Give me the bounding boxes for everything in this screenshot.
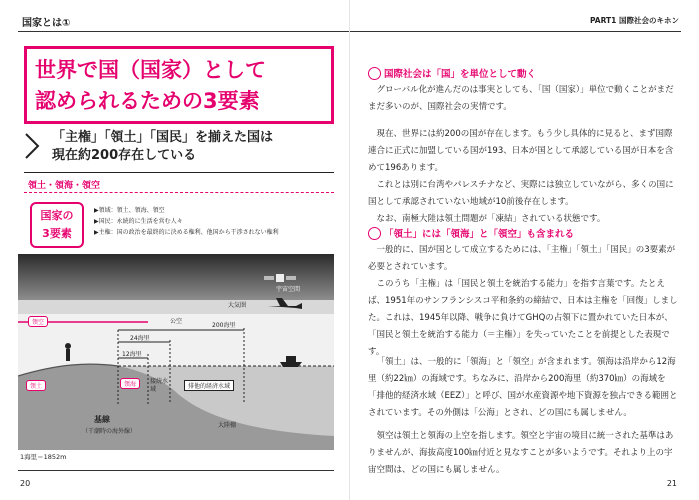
section-label: 領土・領海・領空 — [28, 181, 101, 191]
eez-label: 排他的経済水域 — [184, 380, 234, 391]
section-divider — [24, 192, 334, 193]
page-number-right: 21 — [666, 479, 677, 488]
chapter-label: 国家とは① — [22, 18, 71, 29]
territorial-sea-tag: 領海 — [120, 378, 140, 389]
subtitle-text — [52, 129, 273, 165]
paragraph: グローバル化が進んだのは事実としても、「国（国家）」単位で動くことがまだまだ多いのが、国際社会の実情です。 — [368, 85, 674, 112]
paragraph-block-4 — [368, 354, 678, 422]
globe-icon — [368, 67, 381, 80]
heading-1-text: 国際社会は「国」を単位として動く — [384, 69, 537, 80]
paragraph: 「領土」は、一般的に「領海」と「領空」が含まれます。領海は沿岸から12海里（約22㎞）の海域です。ちなみに、沿岸から200海里（約370㎞）の海域を「排他的経済水域（EEZ）」と呼び、国が水産資源や地下資源を独占できる範囲とされています。その外側は「公海」とされ、どの国にも属しません。 — [368, 357, 678, 418]
title-line-2: 認められるための3要素 — [35, 89, 260, 113]
page-gutter — [349, 0, 350, 500]
three-elements-badge — [30, 202, 84, 248]
element-item: ▶主権：国の政治を最終的に決める権利、他国から干渉されない権利 — [94, 229, 279, 236]
elements-list — [94, 205, 279, 238]
paragraph: 一般的に、国が国として成立するためには、「主権」「領土」「国民」の3要素が必要とされています。 — [368, 245, 676, 272]
paragraph: なお、南極大陸は領土問題が「凍結」されている状態です。 — [376, 214, 606, 224]
globe-icon — [368, 227, 381, 240]
paragraph-block-5 — [368, 428, 678, 479]
badge-line-1: 国家の — [40, 209, 74, 222]
high-sky-label: 公空 — [170, 318, 183, 325]
paragraph-block-3 — [368, 242, 678, 361]
heading-1 — [368, 66, 536, 80]
space-label: 宇宙空間 — [276, 286, 301, 293]
chevron-right-icon — [24, 132, 40, 160]
page-number-left: 20 — [20, 479, 31, 488]
paragraph-block-1 — [368, 82, 678, 116]
heading-2-text: 「領土」には「領海」と「領空」も含まれる — [384, 229, 575, 240]
page-title-box — [24, 46, 334, 124]
title-line-1: 世界で国（国家）として — [35, 58, 266, 82]
element-item: ▶国民：永続的に生活を営む人々 — [94, 218, 183, 225]
paragraph: 現在、世界には約200の国が存在します。もう少し具体的に見ると、まず国際連合に正式に加盟している国が193、日本が国として承認している国が日本を含めて196あります。 — [368, 129, 674, 173]
land-tag: 領土 — [26, 380, 46, 391]
baseline-label: 基線 — [94, 415, 110, 424]
paragraph: このうち「主権」は「国民と領土を統治する能力」を指す言葉です。たとえば、1951年のサンフランシスコ平和条約の締結で、日本は主権を「回復」しました。これは、1945年以降、戦争に負けてGHQの占領下に置かれていた日本が、「国民と領土を統治する能力（＝主権）」を失っていたことを前提とした表現です。 — [368, 279, 678, 357]
nm200-label: 200海里 — [212, 322, 236, 329]
baseline-sub-label: （干潮時の海外線） — [82, 428, 137, 435]
footer-rule — [18, 470, 334, 471]
airspace-tag: 領空 — [28, 316, 48, 327]
person-icon — [65, 343, 71, 361]
part-label: PART1 国際社会のキホン — [590, 16, 679, 25]
unit-note: 1海里＝1852m — [20, 453, 67, 461]
nm12-label: 12海里 — [122, 351, 142, 358]
element-item: ▶領域：領土、領海、領空 — [94, 207, 165, 214]
paragraph: 領空は領土と領海の上空を指します。領空と宇宙の境目に統一された基準はありませんが、海抜高度100㎞付近と見なすことが多いようです。それより上の宇宙空間は、どの国にも属しません。 — [368, 431, 674, 475]
atmosphere-label: 大気圏 — [228, 302, 247, 309]
subtitle-block — [24, 124, 334, 173]
badge-line-2: 3要素 — [42, 227, 72, 240]
paragraph: これとは別に台湾やパレスチナなど、実際には独立していながら、多くの国に国として承認されていない地域が10前後存在します。 — [368, 180, 674, 207]
territory-diagram — [18, 254, 334, 450]
subtitle-line-2: 現在約200存在している — [52, 148, 197, 163]
heading-2 — [368, 226, 574, 240]
ship-icon — [280, 356, 302, 367]
nm24-label: 24海里 — [130, 335, 150, 342]
paragraph-block-2 — [368, 126, 678, 228]
shelf-label: 大陸棚 — [218, 422, 237, 429]
contiguous-label: 接続水域 — [150, 378, 169, 393]
subtitle-line-1: 「主権」「領土」「国民」を揃えた国は — [52, 130, 274, 145]
